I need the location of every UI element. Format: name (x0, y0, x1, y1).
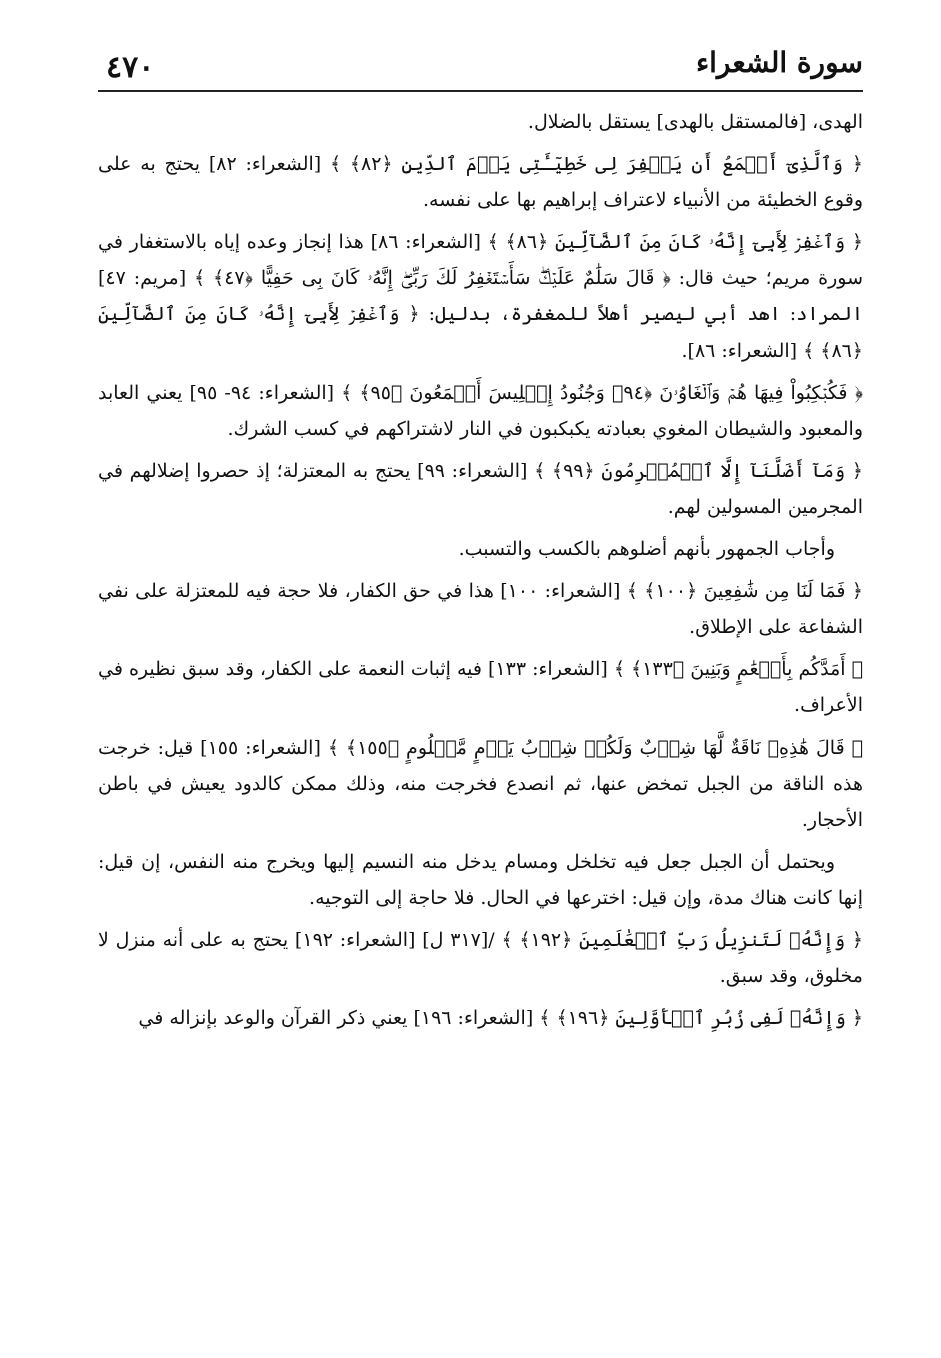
paragraph: ﴿ أَمَدَّكُم بِأَنۡعَٰمٍ وَبَنِينَ ﴿١٣٣﴾ ﴾ [الشعراء: ١٣٣] فيه إثبات النعمة على الكفار، وقد سبق نظيره في الأعراف. (98, 658, 864, 717)
paragraph: ﴿ وَإِنَّهُۥ لَتَنزِيلُ رَبِّ ٱلۡعَٰلَمِينَ ﴿١٩٢﴾ ﴾ /[٣١٧ ل] [الشعراء: ١٩٢] يحتج به على أنه منزل لا مخلوق، وقد سبق. (98, 928, 863, 988)
paragraph: ﴿ وَمَآ أَضَلَّنَآ إِلَّا ٱلۡمُجۡرِمُونَ ﴿٩٩﴾ ﴾ [الشعراء: ٩٩] يحتج به المعتزلة؛ إذ حصروا إضلالهم في المجرمين المسولين لهم. (98, 459, 863, 518)
paragraph: ﴿ فَمَا لَنَا مِن شَٰفِعِينَ ﴿١٠٠﴾ ﴾ [الشعراء: ١٠٠] هذا في حق الكفار، فلا حجة فيه للمعتزلة على نفي الشفاعة على الإطلاق. (98, 580, 864, 639)
paragraph: ﴿ فَكُبۡكِبُواْ فِيهَا هُمۡ وَٱلۡغَاوُۥنَ ﴿٩٤﴾ وَجُنُودُ إِبۡلِيسَ أَجۡمَعُونَ ﴿٩٥﴾ ﴾ [الشعراء: ٩٤- ٩٥] يعني العابد والمعبود والشيطان المغوي بعبادته يكبكبون في النار لاشتراكهم في كسب الشرك. (98, 381, 863, 440)
page-header (98, 38, 863, 92)
paragraph: الهدى، [فالمستقل بالهدى] يستقل بالضلال. (527, 111, 863, 133)
page-body (98, 104, 863, 1042)
paragraph: ويحتمل أن الجبل جعل فيه تخلخل ومسام يدخل منه النسيم إليها ويخرج منه النفس، إن قيل: إنها كانت هناك مدة، وإن قيل: اخترعها في الحال. فلا حاجة إلى التوجيه. (98, 850, 863, 909)
paragraph: ﴿ قَالَ هَٰذِهِۦ نَاقَةٌ لَّهَا شِرۡبٌ وَلَكُمۡ شِرۡبُ يَوۡمٍ مَّعۡلُومٍ ﴿١٥٥﴾ ﴾ [الشعراء: ١٥٥] قيل: خرجت هذه الناقة من الجبل تمخض عنها، ثم انصدع فخرجت منه، وذلك ممكن كالدود يعيش في باطن الأحجار. (98, 736, 864, 831)
paragraph: ﴿ وَٱغۡفِرۡ لِأَبِىٓ إِنَّهُۥ كَانَ مِنَ ٱلضَّآلِّينَ ﴿٨٦﴾ ﴾ [الشعراء: ٨٦] هذا إنجاز وعده إياه بالاستغفار في سورة مريم؛ حيث قال: ﴿ قَالَ سَلَٰمٌ عَلَيۡكَۖ سَأَسۡتَغۡفِرُ لَكَ رَبِّىٓۖ إِنَّهُۥ كَانَ بِى حَفِيًّا ﴿٤٧﴾ ﴾ [مريم: ٤٧] المراد: اهد أبي ليصير أهلاً للمغفرة، بدليل: ﴿ وَٱغۡفِرۡ لِأَبِىٓ إِنَّهُۥ كَانَ مِنَ ٱلضَّآلِّينَ ﴿٨٦﴾ ﴾ [الشعراء: ٨٦]. (98, 231, 863, 362)
paragraph: ﴿ وَٱلَّذِىٓ أَطۡمَعُ أَن يَغۡفِرَ لِى خَطِيٓـَٔتِى يَوۡمَ ٱلدِّينِ ﴿٨٢﴾ ﴾ [الشعراء: ٨٢] يحتج به على وقوع الخطيئة من الأنبياء لاعتراف إبراهيم بها على نفسه. (98, 153, 863, 212)
page-number: ٤٧٠ (106, 50, 155, 85)
paragraph: ﴿ وَإِنَّهُۥ لَفِى زُبُرِ ٱلۡأَوَّلِينَ ﴿١٩٦﴾ ﴾ [الشعراء: ١٩٦] يعني ذكر القرآن والوعد بإنزاله في (138, 1007, 863, 1030)
paragraph: وأجاب الجمهور بأنهم أضلوهم بالكسب والتسبب. (458, 538, 835, 561)
surah-title: سورة الشعراء (695, 46, 863, 79)
